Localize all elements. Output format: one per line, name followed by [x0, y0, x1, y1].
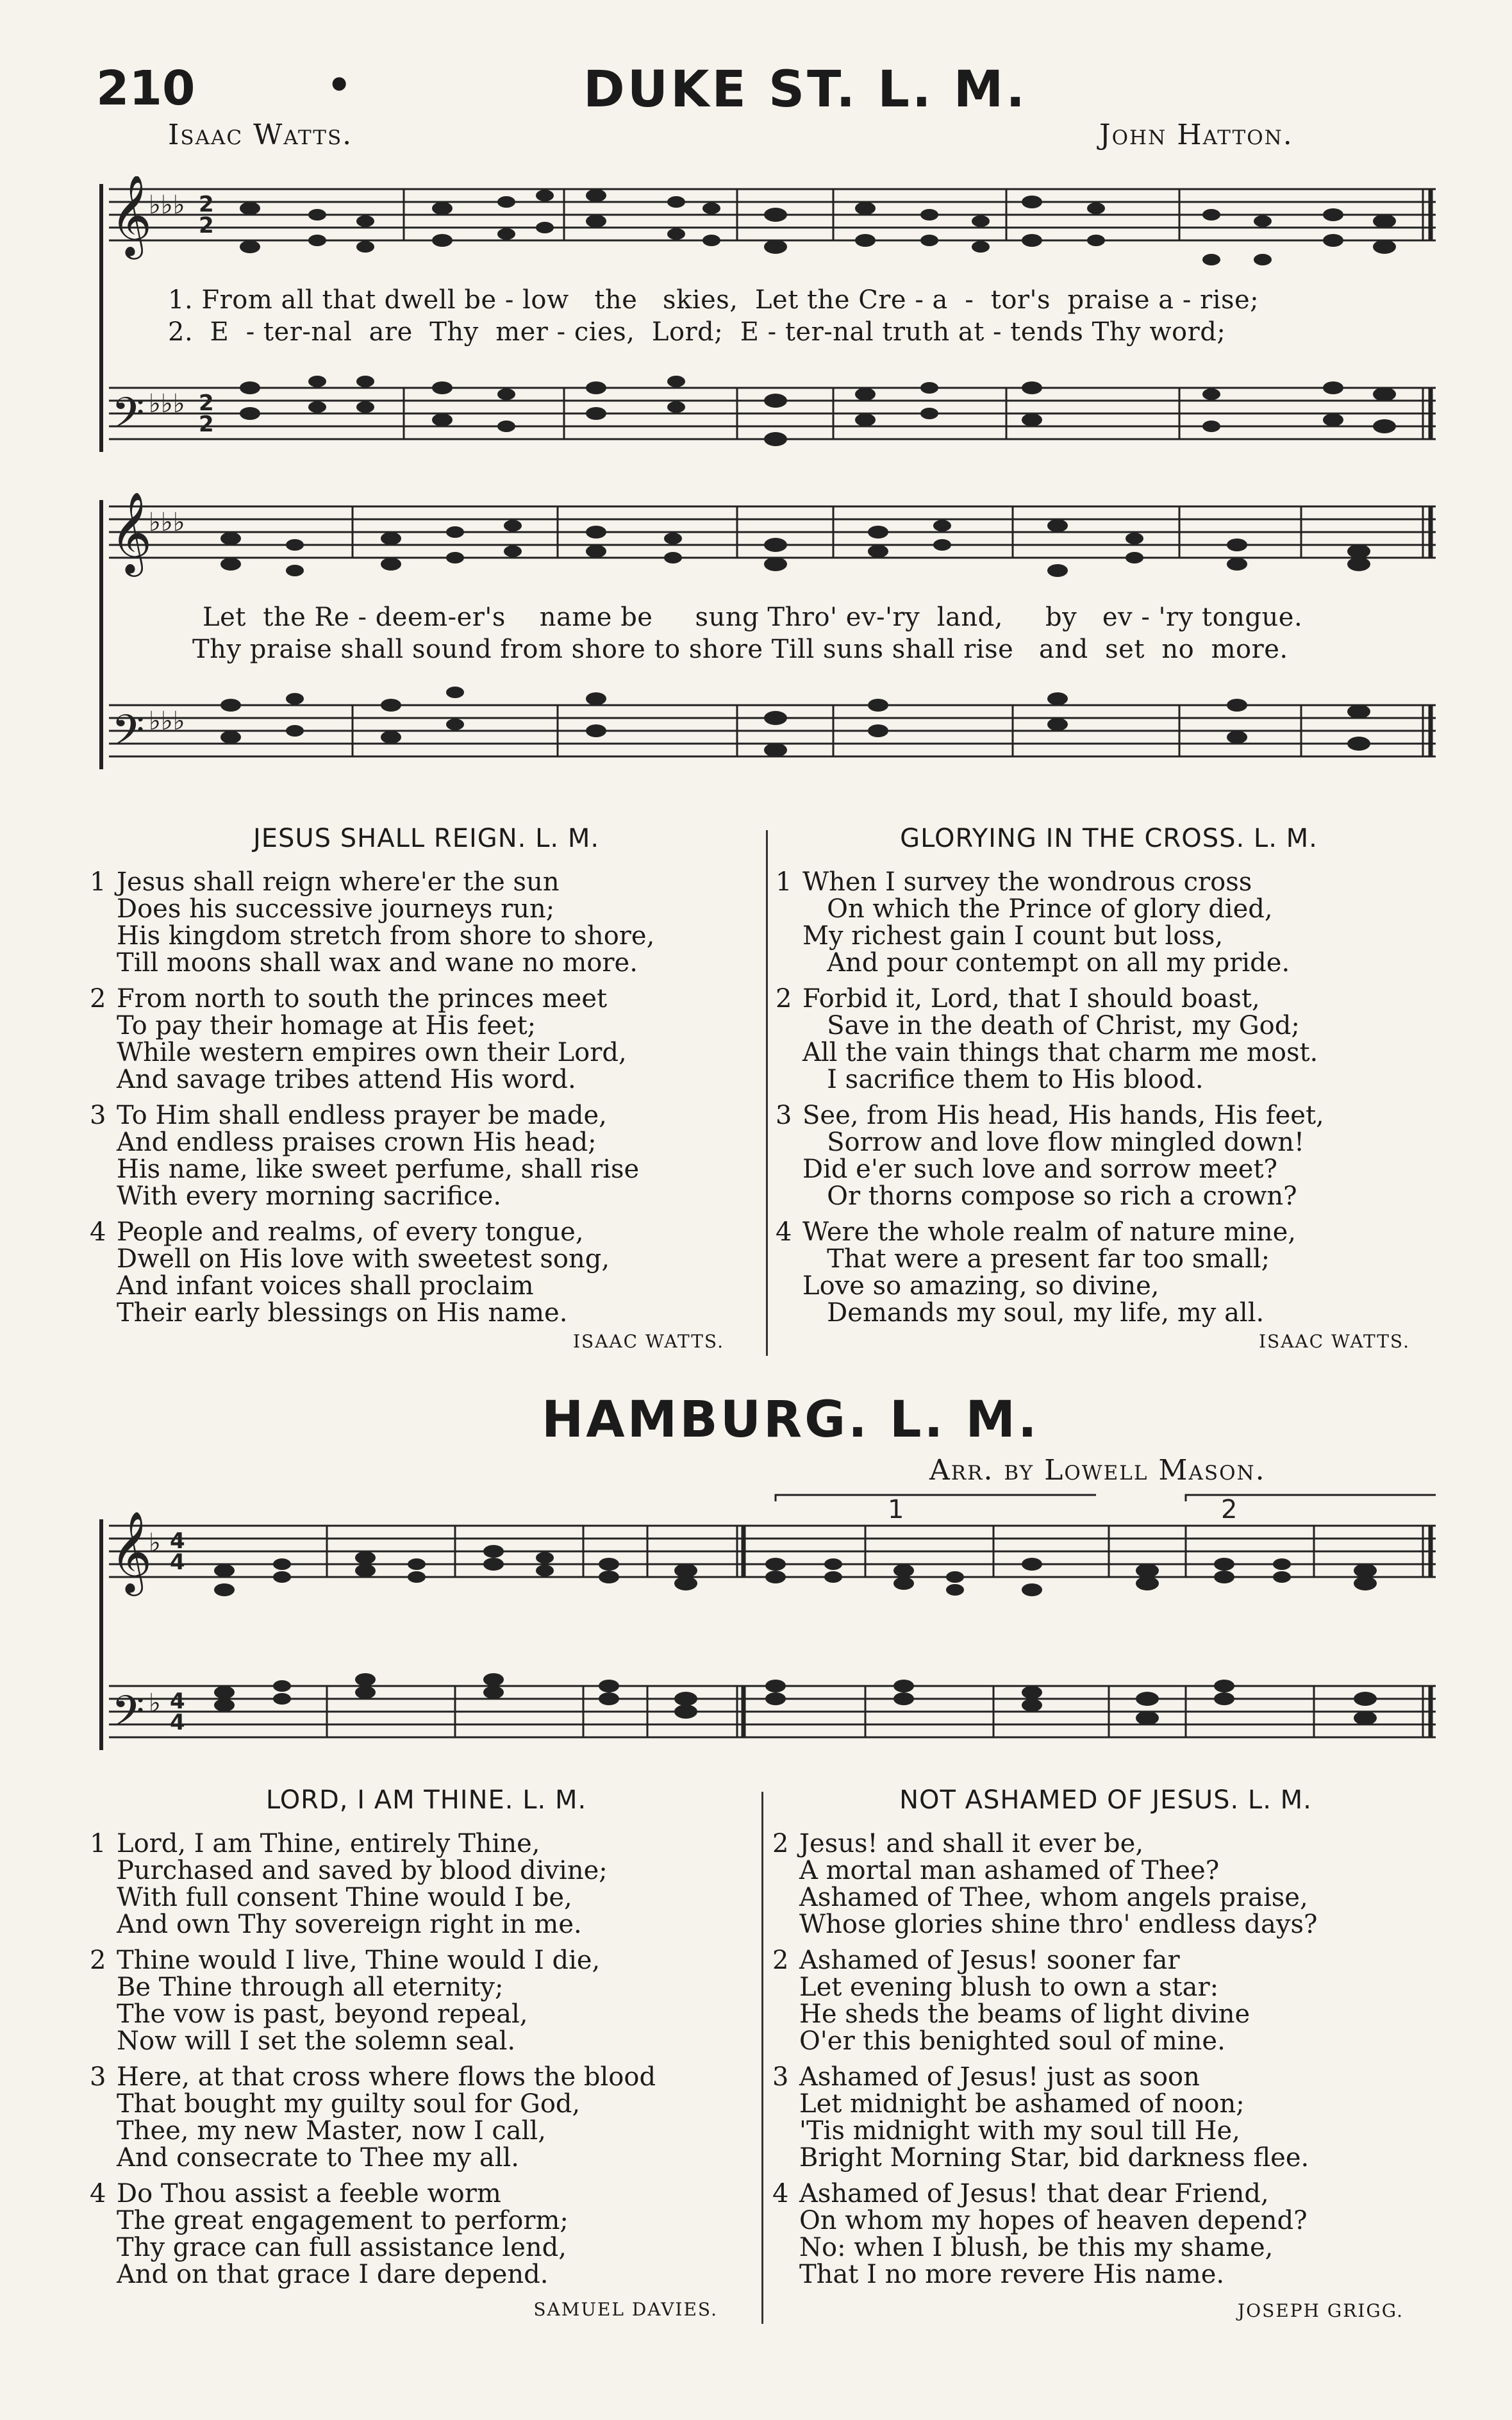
hamburg-music-system	[96, 1494, 1442, 1763]
stanza-line: Whose glories shine thro' endless days?	[799, 1910, 1318, 1939]
stanza-line: His kingdom stretch from shore to shore,	[117, 921, 655, 951]
stanza-line: With full consent Thine would I be,	[117, 1883, 572, 1912]
hymn-title-jesus-shall-reign: JESUS SHALL REIGN. L. M.	[253, 824, 600, 853]
svg-text:♭♭♭: ♭♭♭	[149, 190, 185, 220]
stanza-line: The vow is past, beyond repeal,	[117, 1999, 528, 2029]
hamburg-arranger-credit: Arr. by Lowell Mason.	[929, 1454, 1266, 1487]
hymn-title-not-ashamed: NOT ASHAMED OF JESUS. L. M.	[899, 1785, 1312, 1815]
stanza-line: No: when I blush, be this my shame,	[799, 2233, 1274, 2262]
stanza-number: 3	[772, 2062, 789, 2092]
svg-text:2: 2	[199, 213, 214, 238]
svg-text:𝄞: 𝄞	[110, 1510, 153, 1592]
second-ending-number: 2	[1221, 1495, 1238, 1524]
stanza-line: And pour contempt on all my pride.	[802, 948, 1290, 978]
stanza-line: A mortal man ashamed of Thee?	[799, 1856, 1220, 1885]
duke-lyric-line-3: Let the Re - deem-er's name be sung Thro' ev-'ry land, by ev - 'ry tongue.	[203, 603, 1303, 632]
stanza-line: When I survey the wondrous cross	[802, 867, 1252, 897]
stanza-number: 4	[776, 1217, 792, 1247]
svg-text:4: 4	[170, 1528, 185, 1554]
stanza-line: Ashamed of Jesus! that dear Friend,	[799, 2179, 1269, 2208]
stanza-line: Demands my soul, my life, my all.	[802, 1298, 1265, 1328]
svg-text:𝄢: 𝄢	[112, 388, 145, 448]
stanza-line: Let midnight be ashamed of noon;	[799, 2089, 1245, 2119]
stanza-line: Do Thou assist a feeble worm	[117, 2179, 501, 2208]
author-lord-i-am-thine: SAMUEL DAVIES.	[533, 2299, 718, 2320]
stanza	[90, 869, 756, 976]
stanza-line: Thy grace can full assistance lend,	[117, 2233, 567, 2262]
stanza-line: Ashamed of Jesus! just as soon	[799, 2062, 1200, 2092]
duke-lyric-line-1: 1. From all that dwell be - low the skies, Let the Cre - a - tor's praise a - rise;	[168, 285, 1259, 315]
column-divider-bottom	[761, 1792, 763, 2324]
stanza-line: That were a present far too small;	[802, 1244, 1270, 1274]
stanza-line: On whom my hopes of heaven depend?	[799, 2206, 1308, 2235]
stanza	[90, 2064, 756, 2171]
svg-text:2: 2	[199, 412, 214, 437]
stanza-number: 3	[90, 2062, 106, 2092]
stanza-line: Love so amazing, so divine,	[802, 1271, 1159, 1301]
stanza-line: To Him shall endless prayer be made,	[117, 1101, 607, 1130]
stanza	[772, 2180, 1445, 2288]
stanza-line: And own Thy sovereign right in me.	[117, 1910, 582, 1939]
stanza-line: Jesus shall reign where'er the sun	[117, 867, 560, 897]
stanza	[772, 1830, 1445, 1938]
stanza-line: Thee, my new Master, now I call,	[117, 2116, 546, 2146]
stanza-line: Dwell on His love with sweetest song,	[117, 1244, 610, 1274]
stanza-number: 1	[90, 867, 106, 897]
stanza-number: 3	[776, 1101, 792, 1130]
stanza-line: Be Thine through all eternity;	[117, 1973, 504, 2002]
stanza-number: 2	[776, 984, 792, 1014]
stanza-line: Now will I set the solemn seal.	[117, 2026, 516, 2056]
stanza-line: All the vain things that charm me most.	[802, 1038, 1318, 1067]
stanza-line: Ashamed of Jesus! sooner far	[799, 1946, 1180, 1975]
stanza-line: That bought my guilty soul for God,	[117, 2089, 581, 2119]
stanza-line: Their early blessings on His name.	[117, 1298, 568, 1328]
stanza-line: Did e'er such love and sorrow meet?	[802, 1155, 1277, 1184]
first-ending-number: 1	[888, 1495, 904, 1524]
stanza-line: See, from His head, His hands, His feet,	[802, 1101, 1324, 1130]
tune-title-duke: DUKE ST. L. M.	[583, 61, 1028, 119]
stanza	[776, 1219, 1442, 1326]
stanza-number: 4	[772, 2179, 789, 2208]
stanza-number: 2	[772, 1829, 789, 1858]
stanza-line: Thine would I live, Thine would I die,	[117, 1946, 601, 1975]
stanza	[90, 2180, 756, 2288]
svg-text:♭: ♭	[149, 1689, 161, 1718]
stanza-line: On which the Prince of glory died,	[802, 894, 1273, 924]
stanza-number: 1	[90, 1829, 106, 1858]
stanza-number: 3	[90, 1101, 106, 1130]
author-not-ashamed: JOSEPH GRIGG.	[1237, 2300, 1404, 2321]
svg-text:𝄢: 𝄢	[112, 706, 145, 765]
stanza-line: And infant voices shall proclaim	[117, 1271, 534, 1301]
author-glorying: ISAAC WATTS.	[1258, 1331, 1410, 1352]
stanza-line: 'Tis midnight with my soul till He,	[799, 2116, 1240, 2146]
svg-text:𝄞: 𝄞	[110, 491, 153, 573]
stanza	[772, 1947, 1445, 2055]
tune-title-hamburg: HAMBURG. L. M.	[542, 1391, 1040, 1449]
stanza-line: Were the whole realm of nature mine,	[802, 1217, 1297, 1247]
svg-text:2: 2	[199, 192, 214, 217]
stanza-line: My richest gain I count but loss,	[802, 921, 1224, 951]
duke-lyric-line-2: 2. E - ter-nal are Thy mer - cies, Lord; E - ter-nal truth at - tends Thy word;	[168, 317, 1226, 347]
stanza-line: Forbid it, Lord, that I should boast,	[802, 984, 1260, 1014]
stanza-line: With every morning sacrifice.	[117, 1181, 502, 1211]
stanza-line: And savage tribes attend His word.	[117, 1065, 576, 1094]
stanza-line: Sorrow and love flow mingled down!	[802, 1128, 1305, 1157]
stanza-number: 2	[90, 984, 106, 1014]
stanza-number: 4	[90, 2179, 106, 2208]
svg-text:4: 4	[170, 1689, 185, 1714]
duke-music-credit: John Hatton.	[1099, 119, 1293, 151]
stanza	[90, 1102, 756, 1210]
stanza-number: 1	[776, 867, 792, 897]
stanza-line: Ashamed of Thee, whom angels praise,	[799, 1883, 1308, 1912]
stanza-line: Purchased and saved by blood divine;	[117, 1856, 608, 1885]
stanza-line: While western empires own their Lord,	[117, 1038, 627, 1067]
stanza-number: 2	[772, 1946, 789, 1975]
stanza-line: To pay their homage at His feet;	[117, 1011, 536, 1040]
stanza-number: 4	[90, 1217, 106, 1247]
stanza	[90, 1219, 756, 1326]
stanza-line: And endless praises crown His head;	[117, 1128, 597, 1157]
stanza-line: That I no more revere His name.	[799, 2260, 1225, 2289]
hymn-title-lord-i-am-thine: LORD, I AM THINE. L. M.	[265, 1785, 587, 1815]
stanza-line: I sacrifice them to His blood.	[802, 1065, 1204, 1094]
duke-lyric-line-4: Thy praise shall sound from shore to shore Till suns shall rise and set no more.	[192, 635, 1288, 664]
author-jesus-shall-reign: ISAAC WATTS.	[572, 1331, 724, 1352]
svg-text:𝄞: 𝄞	[110, 176, 153, 256]
stanza	[776, 1102, 1442, 1210]
stanza-line: And on that grace I dare depend.	[117, 2260, 549, 2289]
stanza	[90, 1947, 756, 2055]
stanza	[772, 2064, 1445, 2171]
header-bullet: •	[327, 63, 352, 108]
stanza-line: Save in the death of Christ, my God;	[802, 1011, 1300, 1040]
svg-text:♭: ♭	[149, 1528, 161, 1558]
duke-words-credit: Isaac Watts.	[168, 119, 353, 151]
column-divider-top	[766, 830, 768, 1356]
stanza-line: People and realms, of every tongue,	[117, 1217, 584, 1247]
stanza-line: He sheds the beams of light divine	[799, 1999, 1250, 2029]
stanza-line: Jesus! and shall it ever be,	[799, 1829, 1144, 1858]
svg-text:4: 4	[170, 1710, 185, 1735]
stanza-line: Here, at that cross where flows the blood	[117, 2062, 656, 2092]
svg-text:4: 4	[170, 1549, 185, 1575]
stanza-line: Lord, I am Thine, entirely Thine,	[117, 1829, 540, 1858]
stanza	[90, 1830, 756, 1938]
stanza-line: From north to south the princes meet	[117, 984, 608, 1014]
svg-text:2: 2	[199, 390, 214, 416]
stanza-number: 2	[90, 1946, 106, 1975]
stanza-line: His name, like sweet perfume, shall rise	[117, 1155, 640, 1184]
stanza	[776, 985, 1442, 1093]
stanza-line: Let evening blush to own a star:	[799, 1973, 1219, 2002]
stanza-line: O'er this benighted soul of mine.	[799, 2026, 1225, 2056]
svg-text:♭♭♭: ♭♭♭	[149, 706, 185, 736]
stanza-line: Does his successive journeys run;	[117, 894, 555, 924]
svg-text:♭♭♭: ♭♭♭	[149, 389, 185, 419]
stanza-line: Till moons shall wax and wane no more.	[117, 948, 638, 978]
page-number: 210	[96, 61, 195, 116]
svg-text:♭♭♭: ♭♭♭	[149, 508, 185, 537]
stanza-line: Bright Morning Star, bid darkness flee.	[799, 2143, 1309, 2173]
stanza	[90, 985, 756, 1093]
stanza-line: Or thorns compose so rich a crown?	[802, 1181, 1297, 1211]
stanza	[776, 869, 1442, 976]
stanza-line: And consecrate to Thee my all.	[117, 2143, 520, 2173]
svg-text:𝄢: 𝄢	[112, 1687, 145, 1746]
hymn-title-glorying: GLORYING IN THE CROSS. L. M.	[900, 824, 1318, 853]
stanza-line: The great engagement to perform;	[117, 2206, 569, 2235]
